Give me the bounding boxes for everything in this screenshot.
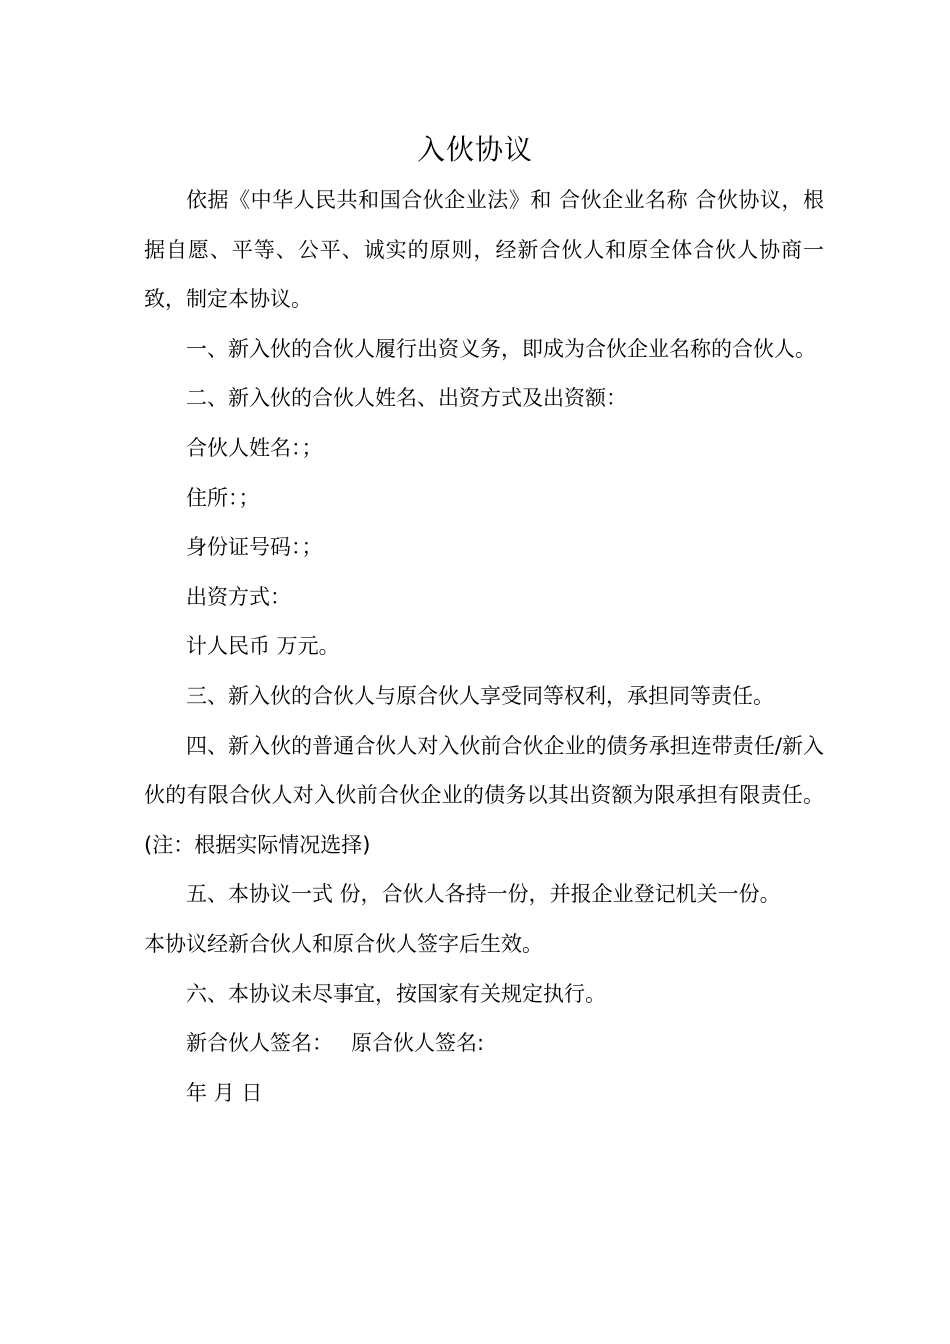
document-body (144, 176, 824, 1118)
clause-4: 四、新入伙的普通合伙人对入伙前合伙企业的债务承担连带责任/新入伙的有限合伙人对入伙前合伙企业的债务以其出资额为限承担有限责任。(注：根据实际情况选择) (144, 733, 824, 857)
address-field: 住所：； (186, 485, 260, 510)
clause-2: 二、新入伙的合伙人姓名、出资方式及出资额： (186, 386, 627, 411)
new-partner-signature-label: 新合伙人签名： (186, 1031, 333, 1056)
intro-paragraph: 依据《中华人民共和国合伙企业法》和 合伙企业名称 合伙协议，根据自愿、平等、公平、诚实的原则，经新合伙人和原全体合伙人协商一致，制定本协议。 (144, 188, 824, 312)
document-title: 入伙协议 (416, 133, 533, 166)
partner-name-field: 合伙人姓名：； (186, 435, 323, 460)
clause-3: 三、新入伙的合伙人与原合伙人享受同等权利，承担同等责任。 (186, 683, 774, 708)
contribution-method-field: 出资方式： (186, 584, 291, 609)
clause-6: 六、本协议未尽事宜，按国家有关规定执行。 (186, 981, 606, 1006)
original-partner-signature-label: 原合伙人签名: (351, 1031, 485, 1056)
signature-line (144, 1019, 824, 1069)
clause-5-continued: 本协议经新合伙人和原合伙人签字后生效。 (144, 931, 543, 956)
amount-field: 计人民币 万元。 (186, 634, 340, 659)
clause-1: 一、新入伙的合伙人履行出资义务，即成为合伙企业名称的合伙人。 (186, 336, 816, 361)
date-line: 年 月 日 (186, 1080, 263, 1105)
id-number-field: 身份证号码：； (186, 535, 323, 560)
clause-5: 五、本协议一式 份，合伙人各持一份，并报企业登记机关一份。 (186, 882, 781, 907)
